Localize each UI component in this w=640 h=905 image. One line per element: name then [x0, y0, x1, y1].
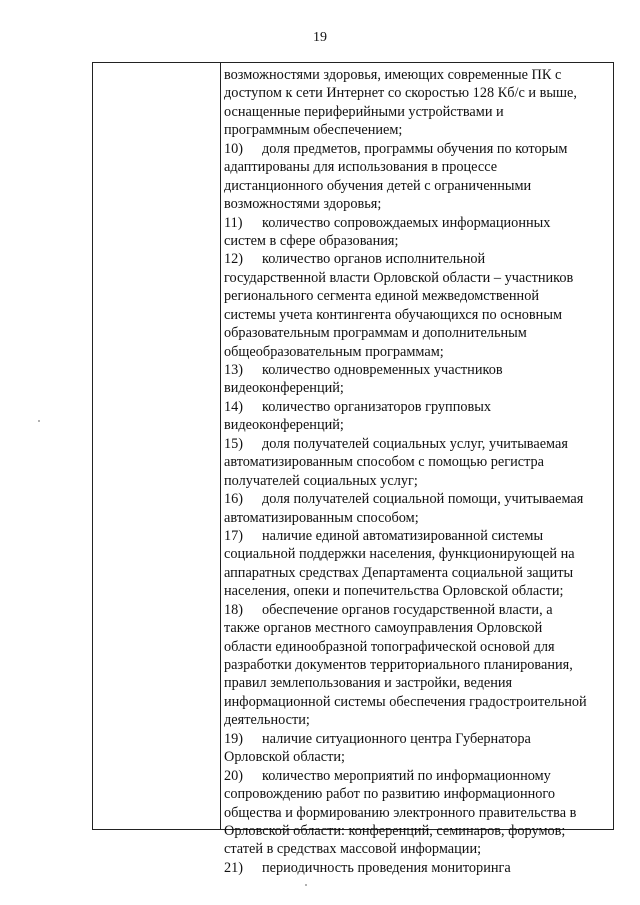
list-item-text: видеоконференций; [224, 380, 344, 397]
list-item-text: оснащенные периферийными устройствами и [224, 103, 504, 120]
list-item-line [224, 158, 613, 176]
list-item-text: образовательным программам и дополнительным [224, 325, 527, 342]
table-right-column [221, 63, 613, 877]
list-item-text: наличие единой автоматизированной системы [262, 527, 544, 544]
list-item-text: доля получателей социальных услуг, учитываемая [262, 435, 568, 452]
list-item-text: количество организаторов групповых [262, 398, 492, 415]
list-item-line [224, 619, 613, 637]
list-item-text: деятельности; [224, 712, 310, 729]
list-item-line [224, 66, 613, 84]
table-left-column [93, 63, 221, 829]
list-item-line [224, 711, 613, 729]
list-item-text: доступом к сети Интернет со скоростью 128 Кб/с и выше, [224, 85, 577, 102]
list-item-line [224, 379, 613, 397]
list-item-text: общеобразовательным программам; [224, 343, 444, 360]
list-item-line [224, 545, 613, 563]
list-item-number: 17) [224, 527, 244, 544]
list-item-text: статей в средствах массовой информации; [224, 841, 482, 858]
list-item-line [224, 343, 613, 361]
list-item-text: государственной власти Орловской области – участников [224, 269, 574, 286]
list-item-number: 13) [224, 362, 244, 378]
scan-speck [305, 884, 307, 886]
list-item-text: возможностями здоровья, имеющих современные ПК с [224, 67, 562, 83]
list-item-start-line [224, 398, 613, 416]
list-item-text: аппаратных средствах Департамента социальной защиты [224, 564, 574, 581]
list-item-text: периодичность проведения мониторинга [262, 859, 511, 876]
list-item-text: доля получателей социальной помощи, учитываемая [262, 491, 584, 508]
list-item-start-line [224, 730, 613, 748]
list-item-text: правил землепользования и застройки, ведения [224, 675, 513, 692]
list-item-number: 11) [224, 214, 243, 231]
list-item-start-line [224, 140, 613, 158]
list-item-line [224, 287, 613, 305]
document-table [92, 62, 614, 876]
list-item-line [224, 306, 613, 324]
list-item-text: разработки документов территориального планирования, [224, 657, 573, 673]
list-item-start-line [224, 767, 613, 785]
list-item-text: наличие ситуационного центра Губернатора [262, 730, 531, 747]
list-item-line [224, 177, 613, 195]
list-item-line [224, 822, 613, 840]
list-item-text: возможностями здоровья; [224, 196, 382, 213]
list-item-text: Орловской области: конференций, семинаров, форумов; [224, 822, 566, 839]
list-item-text: области единообразной топографической основой для [224, 638, 555, 655]
list-item-text: доля предметов, программы обучения по которым [262, 140, 568, 157]
list-item-text: регионального сегмента единой межведомственной [224, 288, 539, 305]
list-item-line [224, 269, 613, 287]
list-item-text: программным обеспечением; [224, 122, 403, 139]
list-item-number: 15) [224, 435, 244, 452]
list-item-line [224, 804, 613, 822]
list-item-line [224, 582, 613, 600]
list-item-number: 20) [224, 767, 244, 784]
list-item-text: автоматизированным способом; [224, 509, 419, 526]
list-item-line [224, 195, 613, 213]
list-item-line [224, 121, 613, 139]
scan-speck [38, 420, 40, 422]
page-number: 19 [313, 30, 327, 45]
list-item-line [224, 693, 613, 711]
list-item-line [224, 453, 613, 471]
list-item-number: 16) [224, 491, 244, 508]
list-item-line [224, 84, 613, 102]
list-item-text: получателей социальных услуг; [224, 472, 418, 489]
list-item-line [224, 785, 613, 803]
list-item-start-line [224, 214, 613, 232]
list-item-start-line [224, 527, 613, 545]
list-item-number: 14) [224, 398, 244, 415]
list-item-text: информационной системы обеспечения градостроительной [224, 693, 587, 710]
list-item-line [224, 509, 613, 527]
list-item-line [224, 748, 613, 766]
list-item-text: количество сопровождаемых информационных [262, 214, 551, 231]
list-item-line [224, 103, 613, 121]
list-item-text: Орловской области; [224, 749, 345, 766]
list-item-text: дистанционного обучения детей с ограниченными [224, 177, 532, 194]
list-item-text: обеспечение органов государственной власти, а [262, 601, 553, 618]
list-item-text: количество органов исполнительной [262, 251, 486, 268]
list-item-text: количество мероприятий по информационному [262, 767, 551, 784]
list-item-line [224, 840, 613, 858]
list-item-start-line [224, 859, 613, 877]
list-item-line [224, 416, 613, 434]
list-item-text: видеоконференций; [224, 417, 344, 434]
list-item-number: 19) [224, 730, 244, 747]
list-item-line [224, 232, 613, 250]
list-item-text: социальной поддержки населения, функционирующей на [224, 546, 575, 563]
list-item-start-line [224, 490, 613, 508]
list-item-text: адаптированы для использования в процессе [224, 159, 498, 176]
list-item-text: общества и формированию электронного правительства в [224, 804, 577, 821]
list-item-line [224, 472, 613, 490]
list-item-start-line [224, 601, 613, 619]
list-item-line [224, 324, 613, 342]
list-item-text: также органов местного самоуправления Орловской [224, 620, 543, 637]
list-item-text: населения, опеки и попечительства Орловской области; [224, 583, 564, 600]
list-item-line [224, 638, 613, 656]
list-item-text: количество одновременных участников [262, 362, 503, 378]
list-item-line [224, 564, 613, 582]
list-item-text: системы учета контингента обучающихся по основным [224, 306, 562, 323]
list-item-text: автоматизированным способом с помощью регистра [224, 454, 544, 471]
list-item-start-line [224, 361, 613, 379]
list-item-start-line [224, 250, 613, 268]
list-item-number: 12) [224, 251, 244, 268]
list-item-line [224, 674, 613, 692]
list-item-start-line [224, 435, 613, 453]
list-item-text: систем в сфере образования; [224, 232, 399, 249]
list-item-line [224, 656, 613, 674]
list-item-text: сопровождению работ по развитию информационного [224, 786, 556, 803]
list-item-number: 10) [224, 140, 244, 157]
list-item-number: 21) [224, 859, 244, 876]
list-item-number: 18) [224, 601, 244, 618]
